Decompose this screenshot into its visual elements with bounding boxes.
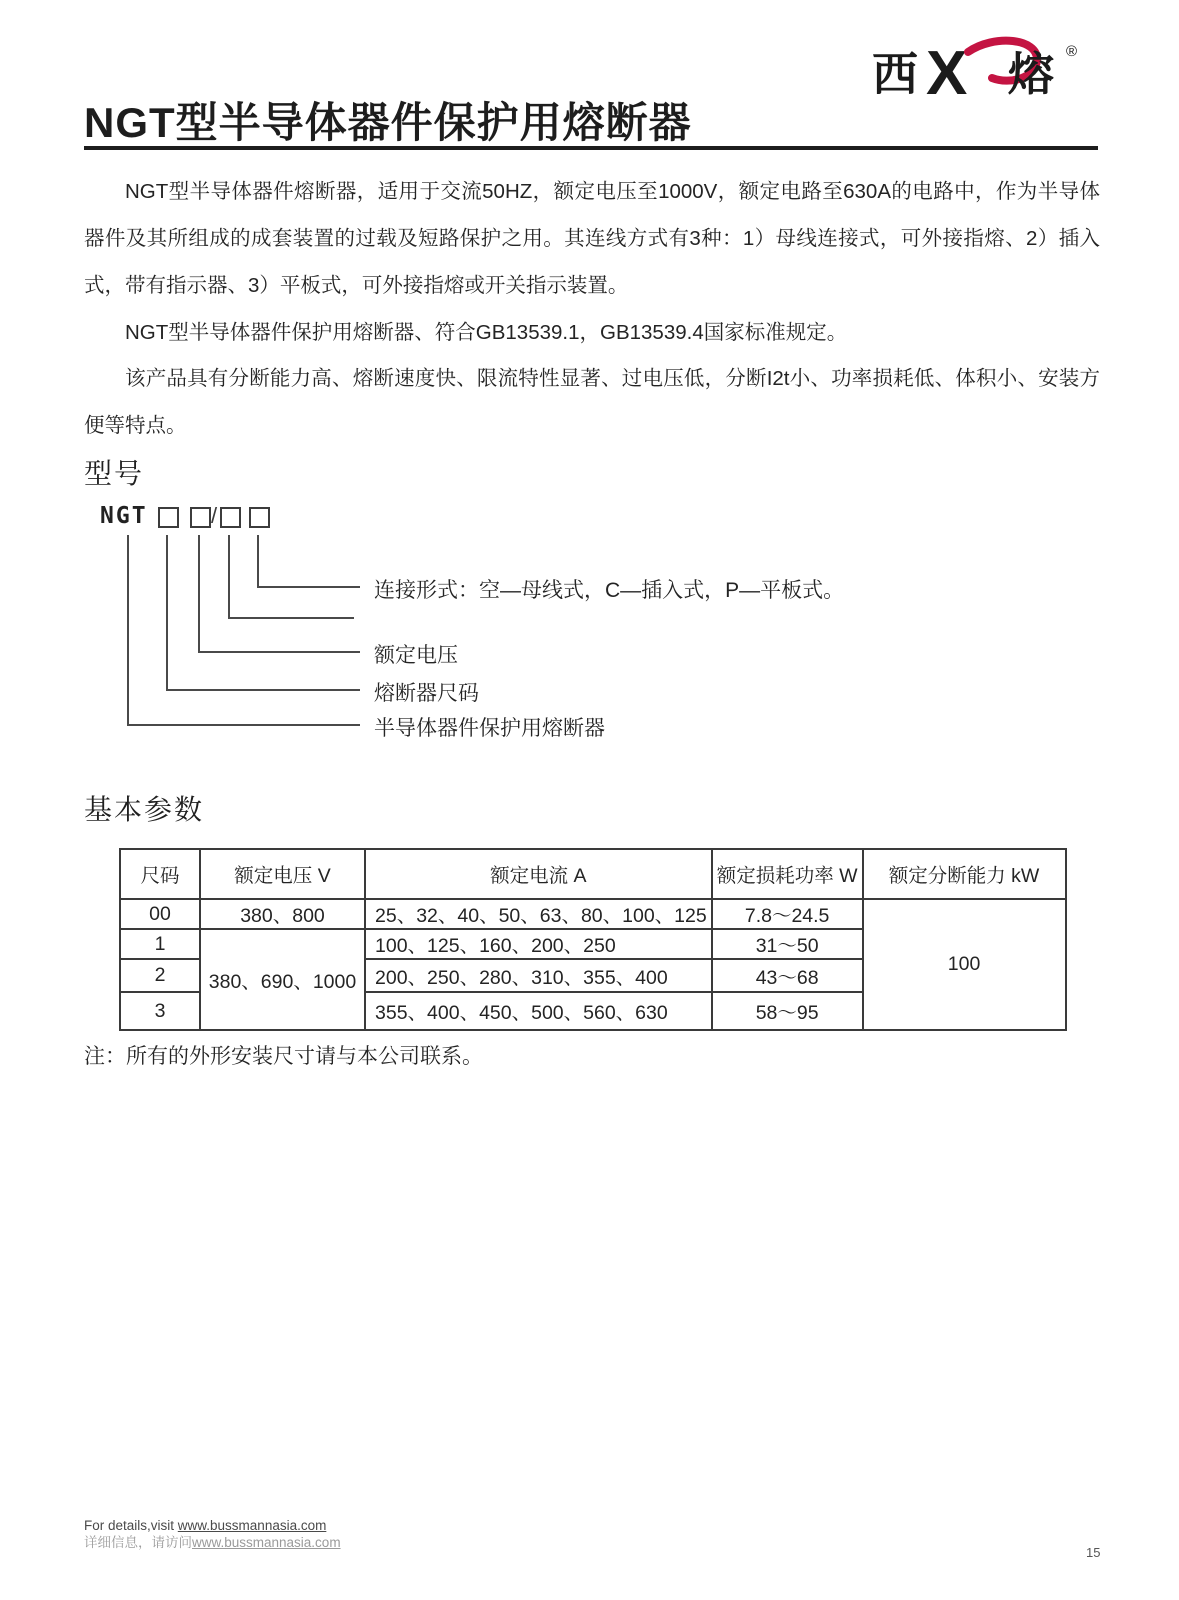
cell-current: 355、400、450、500、560、630 (365, 992, 712, 1030)
model-label-product: 半导体器件保护用熔断器 (374, 717, 605, 740)
cell-breaking-capacity: 100 (863, 899, 1066, 1030)
model-line-horizontal-unlabeled (228, 617, 354, 619)
col-header-current: 额定电流 A (365, 849, 712, 899)
model-line-vertical-product (127, 535, 129, 726)
model-line-vertical-connection (257, 535, 259, 588)
footer-line-cn (84, 1534, 341, 1551)
brand-logo (872, 34, 1087, 106)
model-code-box-4 (249, 507, 270, 528)
footer-line-en (84, 1517, 341, 1534)
cell-power: 7.8～24.5 (712, 899, 863, 929)
col-header-power: 额定损耗功率 W (712, 849, 863, 899)
logo-char-right: 熔 (1008, 48, 1054, 100)
logo-char-left: 西 (872, 48, 918, 100)
col-header-voltage: 额定电压 V (200, 849, 365, 899)
cell-size: 1 (120, 929, 200, 959)
col-header-breaking: 额定分断能力 kW (863, 849, 1066, 899)
cell-voltage-merged: 380、690、1000 (200, 929, 365, 1030)
params-table (119, 848, 1067, 1031)
model-code-prefix: NGT (100, 503, 148, 529)
registered-trademark-icon: ® (1066, 43, 1078, 60)
model-section-heading: 型号 (84, 458, 145, 489)
model-code-box-3 (220, 507, 241, 528)
model-line-vertical-voltage (198, 535, 200, 653)
intro-paragraph-2: NGT型半导体器件保护用熔断器、符合GB13539.1，GB13539.4国家标准规定。 (125, 321, 848, 344)
page-title: NGT型半导体器件保护用熔断器 (84, 99, 692, 146)
cell-power: 58～95 (712, 992, 863, 1030)
model-label-connection: 连接形式：空—母线式，C—插入式，P—平板式。 (374, 579, 845, 602)
page-footer (84, 1517, 341, 1551)
logo-x-glyph: X (926, 39, 968, 106)
model-code-box-2 (190, 507, 211, 528)
model-line-horizontal-connection (257, 586, 360, 588)
model-label-size: 熔断器尺码 (374, 682, 479, 705)
model-line-horizontal-size (166, 689, 360, 691)
cell-power: 43～68 (712, 959, 863, 992)
intro-paragraph-1: NGT型半导体器件熔断器，适用于交流50HZ，额定电压至1000V，额定电路至630A的电路中，作为半导体器件及其所组成的成套装置的过载及短路保护之用。其连线方式有3种：1）母线连接式，可外接指熔、2）插入式，带有指示器、3）平板式，可外接指熔或开关指示装置。 (84, 180, 1100, 297)
cell-current: 25、32、40、50、63、80、100、125 (365, 899, 712, 929)
params-section-heading: 基本参数 (84, 794, 205, 825)
table-note: 注：所有的外形安装尺寸请与本公司联系。 (84, 1045, 483, 1068)
cell-size: 3 (120, 992, 200, 1030)
model-line-horizontal-voltage (198, 651, 360, 653)
footer-cn-link[interactable]: www.bussmannasia.com (192, 1535, 341, 1550)
cell-current: 200、250、280、310、355、400 (365, 959, 712, 992)
footer-en-link[interactable]: www.bussmannasia.com (177, 1518, 327, 1533)
brand-logo-graphic (872, 34, 1087, 106)
model-line-vertical-unlabeled (228, 535, 230, 619)
col-header-size: 尺码 (120, 849, 200, 899)
model-code-slash: / (211, 503, 218, 528)
page-number: 15 (1086, 1545, 1101, 1560)
cell-size: 2 (120, 959, 200, 992)
table-row (120, 899, 1066, 929)
cell-size: 00 (120, 899, 200, 929)
cell-power: 31～50 (712, 929, 863, 959)
footer-cn-prefix: 详细信息，请访问 (84, 1535, 192, 1550)
table-header-row (120, 849, 1066, 899)
cell-current: 100、125、160、200、250 (365, 929, 712, 959)
model-code-box-1 (158, 507, 179, 528)
model-line-vertical-size (166, 535, 168, 691)
cell-voltage: 380、800 (200, 899, 365, 929)
title-rule (84, 146, 1098, 150)
footer-en-prefix: For details,visit (84, 1518, 178, 1533)
model-line-horizontal-product (127, 724, 360, 726)
model-label-voltage: 额定电压 (374, 644, 458, 667)
intro-paragraph-3: 该产品具有分断能力高、熔断速度快、限流特性显著、过电压低，分断I2t小、功率损耗低、体积小、安装方便等特点。 (84, 367, 1100, 437)
